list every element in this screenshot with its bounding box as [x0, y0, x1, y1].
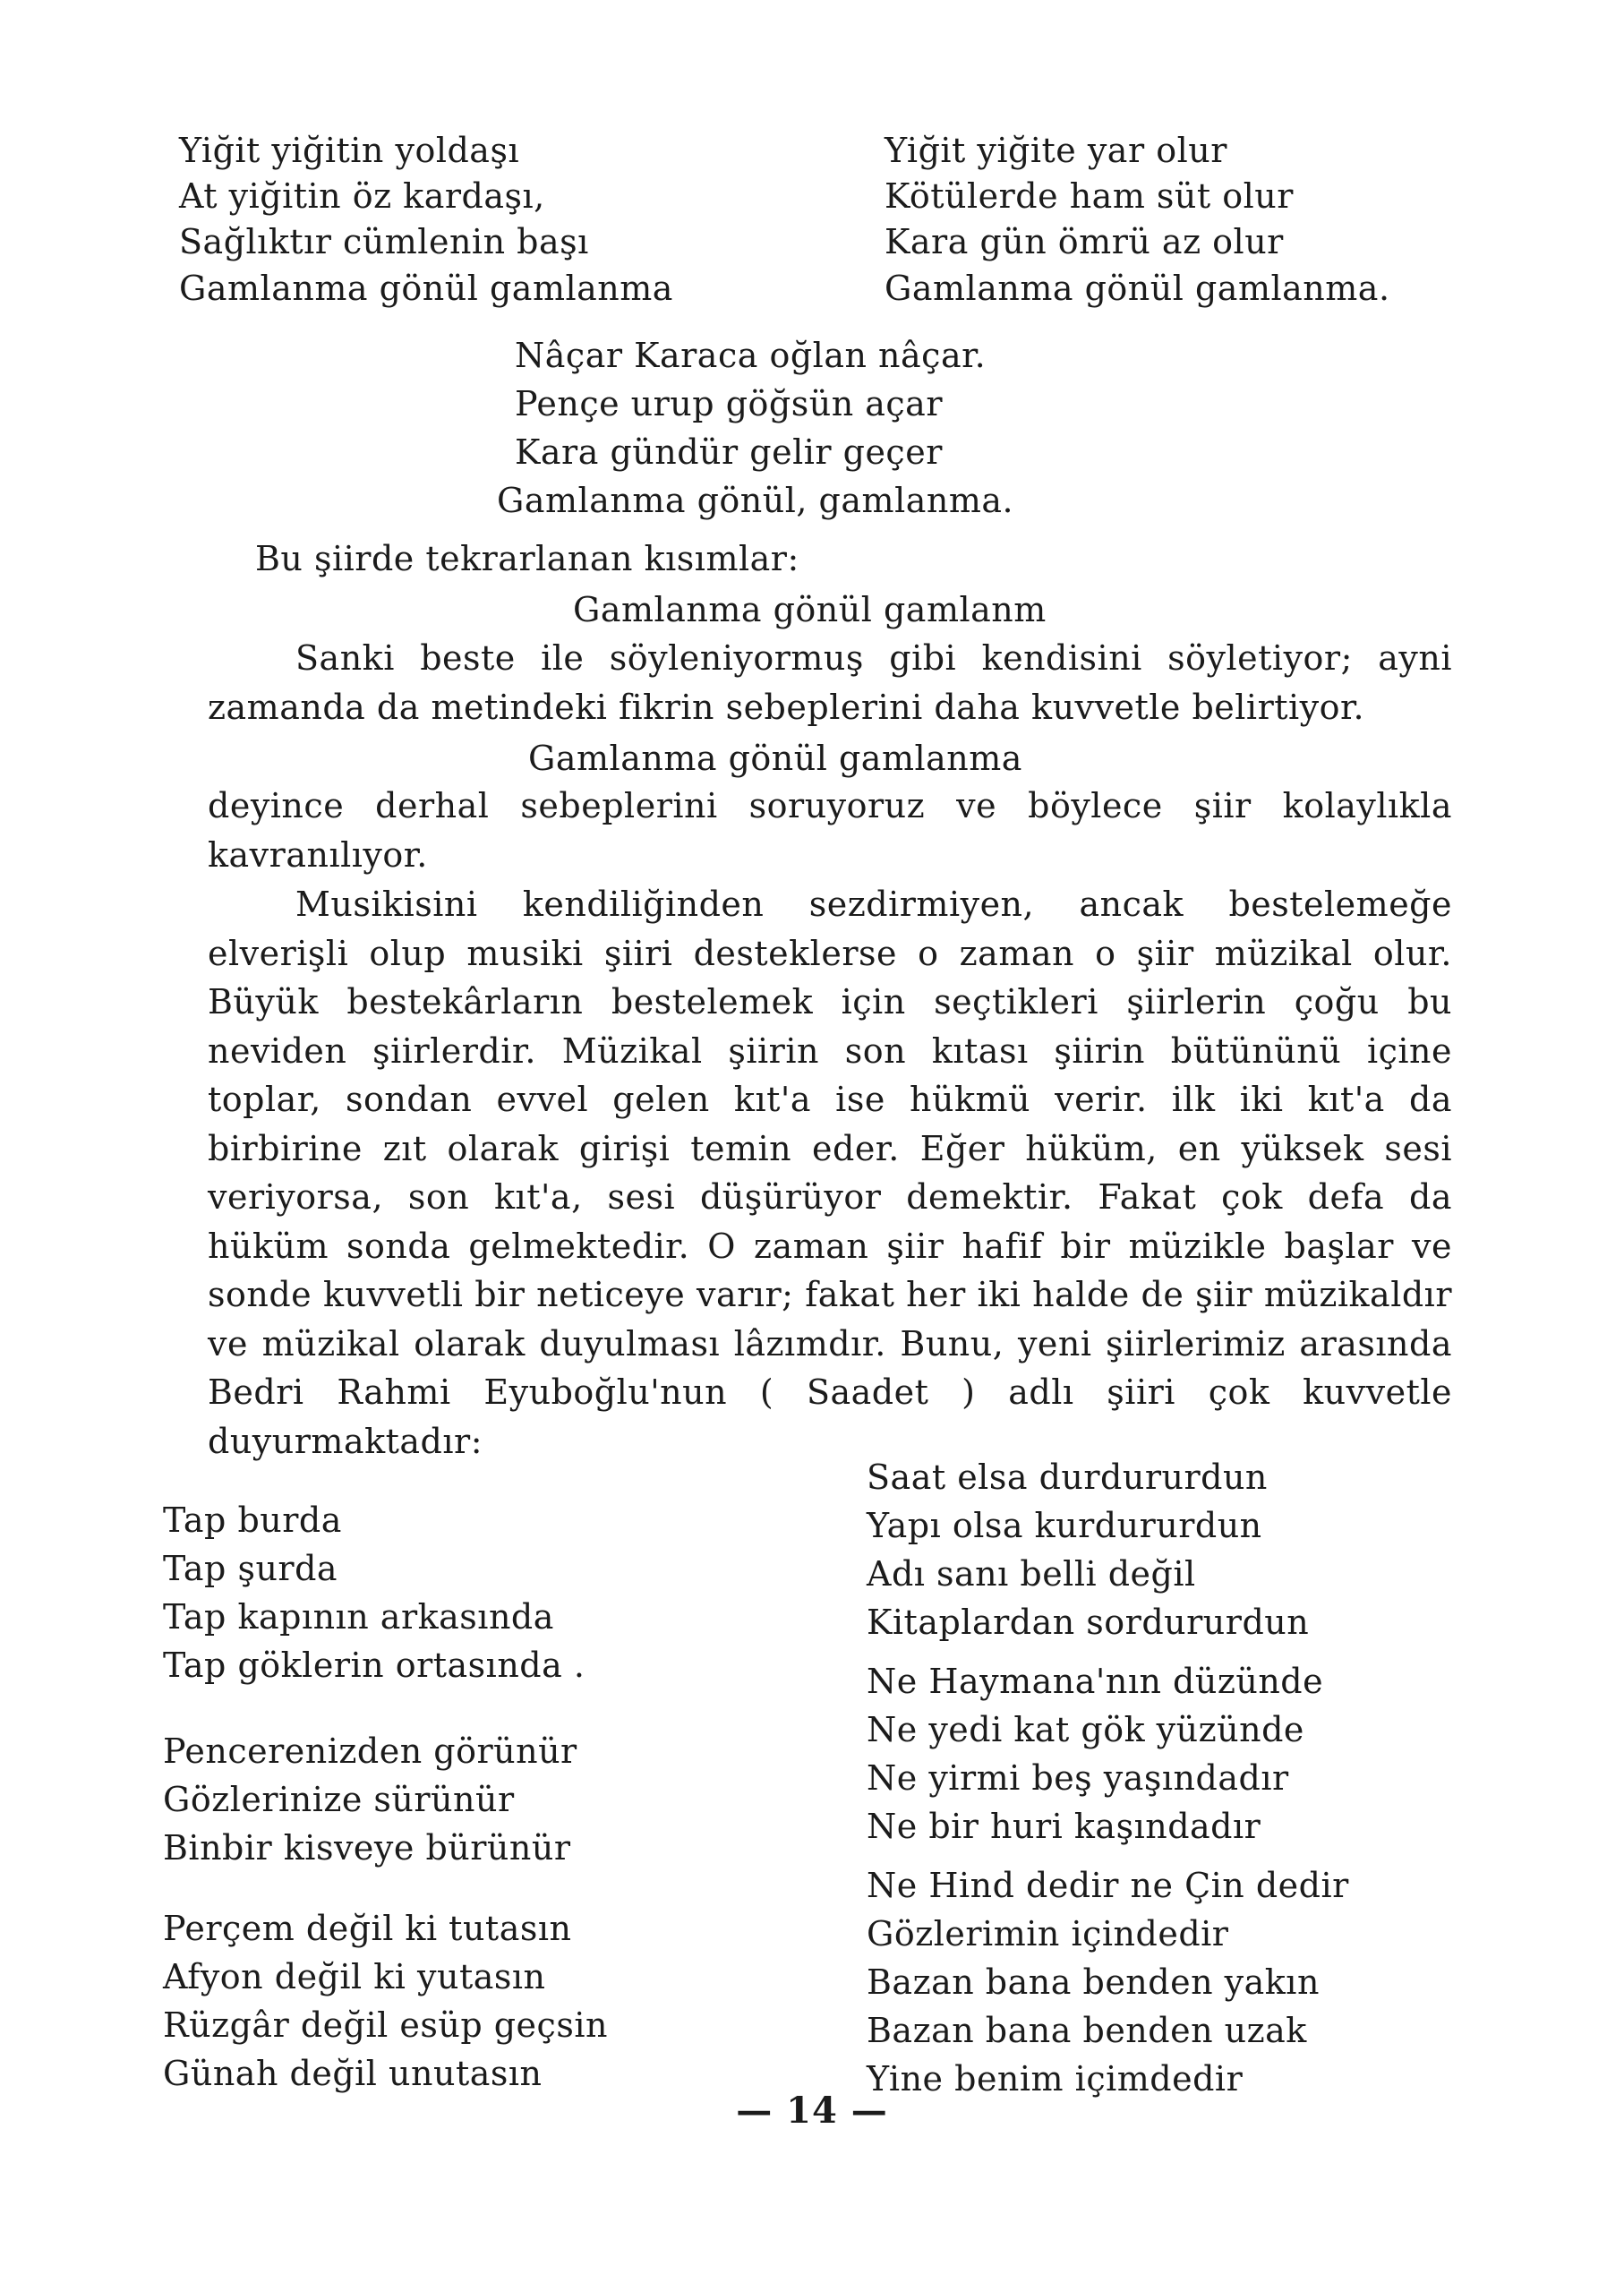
paragraph-2: deyince derhal sebeplerini soruyoruz ve böylece şiir kolaylıkla kavranılıyor.: [208, 786, 1452, 875]
poem2-left-line: Pencerenizden görünür: [163, 1731, 577, 1771]
poem2-right-line: Bazan bana benden yakın: [867, 1962, 1320, 2002]
poem2-right-line: Adı sanı belli değil: [867, 1554, 1196, 1594]
poem1-center-line: Gamlanma gönül, gamlanma.: [497, 481, 1014, 520]
poem2-left-line: Afyon değil ki yutasın: [163, 1957, 546, 1996]
poem2-right-line: Ne yedi kat gök yüzünde: [867, 1710, 1304, 1749]
poem2-left-line: Günah değil unutasın: [163, 2054, 543, 2093]
poem1-right-line: Kara gün ömrü az olur: [885, 222, 1284, 261]
quoted-refrain: Gamlanma gönül gamlanm: [573, 590, 1047, 629]
poem2-right-line: Bazan bana benden uzak: [867, 2011, 1307, 2050]
poem2-left-line: Tap burda: [163, 1500, 342, 1540]
poem2-left-line: Tap şurda: [163, 1549, 338, 1588]
poem2-left-line: Gözlerinize sürünür: [163, 1780, 515, 1819]
paragraph-1: Sanki beste ile söyleniyormuş gibi kendisini söyletiyor; ayni zamanda da metindeki fikrin sebeplerini daha kuvvetle belirtiyor.: [208, 638, 1452, 727]
paragraph-3: Musikisini kendiliğinden sezdirmiyen, ancak bestelemeğe elverişli olup musiki şiiri desteklerse o zaman o şiir müzikal olur. Büyük bestekârların bestelemek için seçtikleri şiirlerin çoğu bu neviden şiirlerdir. Müzikal şiirin son kıtası şiirin bütününü içine toplar, sondan evvel gelen kıt'a ise hükmü verir. ilk iki kıt'a da birbirine zıt olarak girişi temin eder. Eğer hüküm, en yüksek sesi veriyorsa, son kıt'a, sesi düşürüyor demektir. Fakat çok defa da hüküm sonda gelmektedir. O zaman şiir hafif bir müzikle başlar ve sonde kuvvetli bir neticeye varır; fakat her iki halde de şiir müzikaldır ve müzikal olarak duyulması lâzımdır. Bunu, yeni şiirlerimiz arasında Bedri Rahmi Eyuboğlu'nun ( Saadet ) adlı şiiri çok kuvvetle duyurmaktadır:: [208, 885, 1452, 1461]
poem2-left-line: Perçem değil ki tutasın: [163, 1909, 572, 1948]
poem1-left-line: At yiğitin öz kardaşı,: [179, 176, 545, 216]
poem2-left-line: Tap kapının arkasında: [163, 1597, 554, 1637]
poem1-left-line: Sağlıktır cümlenin başı: [179, 222, 589, 261]
poem2-left-line: Rüzgâr değil esüp geçsin: [163, 2005, 608, 2045]
quoted-refrain: Gamlanma gönül gamlanma: [528, 739, 1022, 778]
poem2-right-line: Ne yirmi beş yaşındadır: [867, 1758, 1289, 1798]
poem1-right-line: Yiğit yiğite yar olur: [885, 131, 1227, 170]
poem1-center-line: Pençe urup göğsün açar: [515, 384, 944, 423]
poem2-left-line: Tap göklerin ortasında .: [163, 1646, 585, 1685]
intro-line: Bu şiirde tekrarlanan kısımlar:: [255, 539, 799, 578]
poem2-right-line: Yapı olsa kurdururdun: [867, 1506, 1262, 1545]
poem2-left-line: Binbir kisveye bürünür: [163, 1828, 571, 1868]
poem1-right-line: Kötülerde ham süt olur: [885, 176, 1294, 216]
poem2-right-line: Saat elsa durdururdun: [867, 1458, 1268, 1497]
poem2-right-line: Gözlerimin içindedir: [867, 1914, 1229, 1953]
poem2-right-line: Yine benim içimdedir: [867, 2059, 1244, 2099]
poem2-right-line: Kitaplardan sordururdun: [867, 1603, 1310, 1642]
page-number: — 14 —: [736, 2090, 888, 2132]
poem1-left-line: Gamlanma gönül gamlanma: [179, 269, 673, 308]
poem1-center-line: Kara gündür gelir geçer: [515, 432, 943, 472]
poem2-right-line: Ne Hind dedir ne Çin dedir: [867, 1866, 1349, 1905]
poem1-left-line: Yiğit yiğitin yoldaşı: [179, 131, 520, 170]
poem2-right-line: Ne Haymana'nın düzünde: [867, 1662, 1324, 1701]
poem2-right-line: Ne bir huri kaşındadır: [867, 1807, 1261, 1846]
poem1-right-line: Gamlanma gönül gamlanma.: [885, 269, 1390, 308]
poem1-center-line: Nâçar Karaca oğlan nâçar.: [515, 336, 987, 375]
